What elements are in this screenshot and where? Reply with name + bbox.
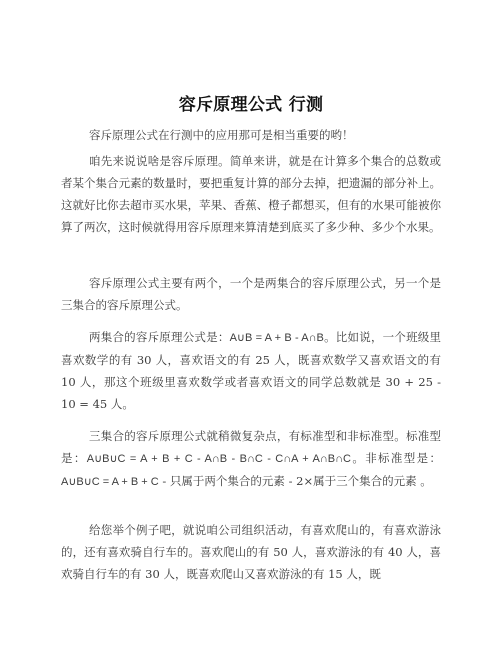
paragraph-text: - 只属于两个集合的元素 - 2×属于三个集合的元素 。 [158,474,432,488]
two-set-formula: A∪B = A + B - A∩B [229,332,324,344]
paragraph-intro [61,124,441,146]
paragraph-text: 三集合的容斥原理公式就稍微复杂点，有标准型和非标准型。标准型是： [61,429,441,465]
paragraph-example [61,519,441,585]
three-set-nonstandard-formula: A∪B∪C = A + B + C [61,476,159,488]
paragraph-text: 。非标准型是： [350,451,442,465]
paragraph-text: 容斥原理公式在行测中的应用那可是相当重要的哟！ [89,128,354,142]
paragraph-text: 给您举个例子吧，就说咱公司组织活动，有喜欢爬山的，有喜欢游泳的，还有喜欢骑自行车的。喜欢爬山的有 50 人，喜欢游泳的有 40 人，喜欢骑自行车的有 30 人，既喜欢爬山又喜欢游泳的有 15 人，既 [61,523,441,581]
paragraph-formula-types [61,272,441,316]
paragraph-two-set-formula [61,326,441,415]
paragraph-three-set-formula [61,425,441,493]
paragraph-text: 容斥原理公式主要有两个，一个是两集合的容斥原理公式，另一个是三集合的容斥原理公式。 [61,276,441,312]
document-title: 容斥原理公式 行测 [178,95,324,115]
paragraph-text: 两集合的容斥原理公式是： [89,330,230,344]
three-set-standard-formula: A∪B∪C = A + B + C - A∩B - B∩C - C∩A + A∩B∩C [86,453,351,465]
paragraph-definition [61,150,441,238]
paragraph-text: 。比如说，一个班级里喜欢数学的有 30 人，喜欢语文的有 25 人，既喜欢数学又喜欢语文的有 10 人，那这个班级里喜欢数学或者喜欢语文的同学总数就是 30 + 25 - 10 = 45 人。 [61,330,442,411]
paragraph-text: 咱先来说说啥是容斥原理。简单来讲，就是在计算多个集合的总数或者某个集合元素的数量时，要把重复计算的部分去掉，把遗漏的部分补上。这就好比你去超市买水果，苹果、香蕉、橙子都想买，但有的水果可能被你算了两次，这时候就得用容斥原理来算清楚到底买了多少种、多少个水果。 [61,154,441,234]
